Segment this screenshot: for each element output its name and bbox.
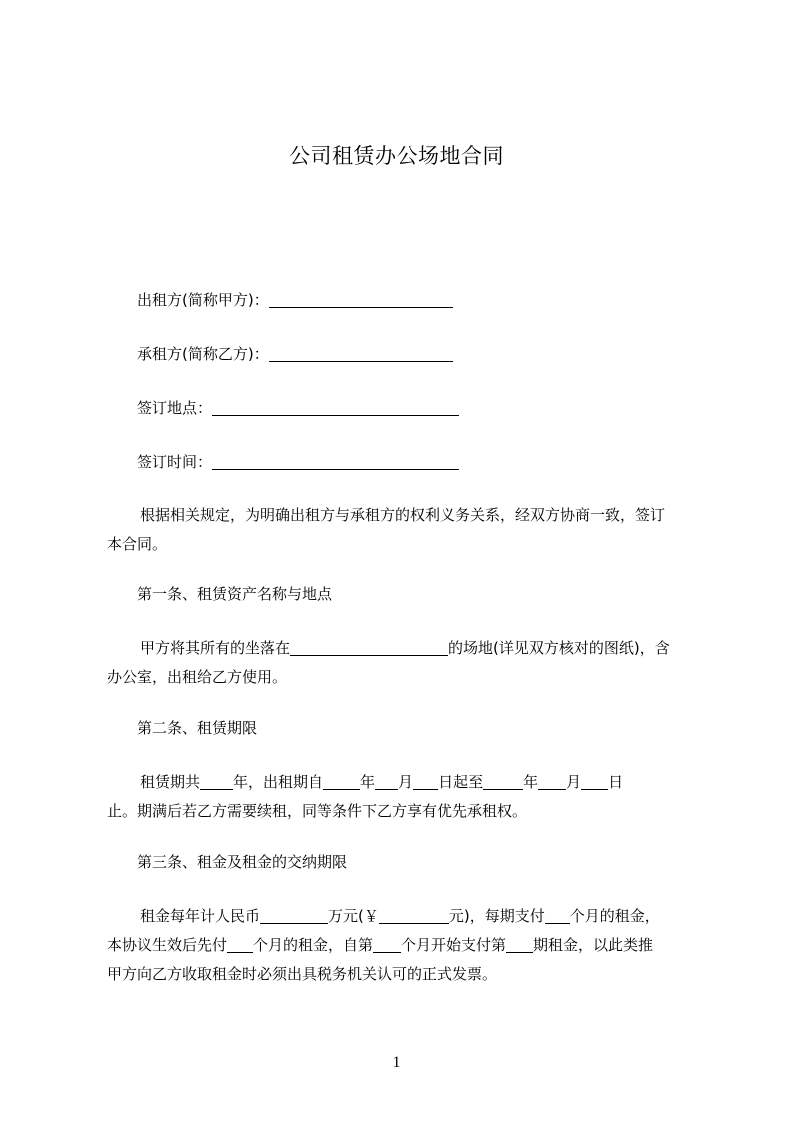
article-2-text-h: 日 [608, 773, 624, 791]
article-3-text-f: 个月的租金，自第 [253, 936, 374, 954]
start-month-blank [375, 773, 398, 790]
article-3-text-c: 元)，每期支付 [448, 907, 545, 925]
sign-place-field [107, 392, 737, 424]
article-2-text-a: 租赁期共 [140, 773, 201, 791]
lessor-blank [269, 291, 453, 308]
term-years-blank [200, 773, 233, 790]
lessee-label: 承租方(简称乙方)： [137, 345, 269, 363]
article-3-text-e: 本协议生效后先付 [107, 936, 228, 954]
article-2-heading: 第二条、租赁期限 [137, 719, 258, 737]
article-3-heading: 第三条、租金及租金的交纳期限 [137, 853, 348, 871]
article-3-line-1 [107, 900, 740, 932]
article-2-text-f: 年 [523, 773, 539, 791]
article-3-text-a: 租金每年计人民币 [140, 907, 261, 925]
article-1-heading: 第一条、租赁资产名称与地点 [137, 585, 333, 603]
article-2-text-b: 年，出租期自 [233, 773, 324, 791]
annual-rent-blank [260, 907, 328, 924]
article-2-line-2: 止。期满后若乙方需要续租，同等条件下乙方享有优先承租权。 [107, 802, 528, 820]
article-3-text-d: 个月的租金， [569, 907, 660, 925]
article-2-text-c: 年 [360, 773, 376, 791]
article-3-line-3: 甲方向乙方收取租金时必须出具税务机关认可的正式发票。 [107, 965, 498, 983]
document-title: 公司租赁办公场地合同 [289, 144, 504, 168]
article-3-text-b: 万元(￥ [328, 907, 379, 925]
preamble-line-2: 本合同。 [107, 535, 168, 553]
rent-amount-blank [379, 907, 449, 924]
sign-place-blank [212, 399, 459, 416]
sign-time-field [107, 446, 737, 478]
article-3-line-2 [107, 929, 707, 961]
end-month-blank [538, 773, 566, 790]
article-2-text-d: 月 [398, 773, 414, 791]
lessor-field [107, 284, 737, 316]
preamble-line-1: 根据相关规定，为明确出租方与承租方的权利义务关系，经双方协商一致，签订 [140, 506, 666, 524]
start-day-blank [413, 773, 438, 790]
location-blank [290, 639, 448, 656]
end-year-blank [483, 773, 523, 790]
article-2-line-1 [107, 766, 740, 798]
prepaid-months-blank [227, 936, 253, 953]
period-number-blank [506, 936, 533, 953]
article-1-line-1 [107, 632, 740, 664]
article-1-text-a: 甲方将其所有的坐落在 [140, 639, 291, 657]
start-year-blank [323, 773, 360, 790]
article-2-text-e: 日起至 [438, 773, 484, 791]
months-per-period-blank [545, 907, 570, 924]
page-number: 1 [392, 1054, 401, 1071]
article-1-text-b: 的场地(详见双方核对的图纸)，含 [448, 639, 670, 657]
sign-time-label: 签订时间： [137, 453, 213, 471]
end-day-blank [581, 773, 608, 790]
article-3-text-g: 个月开始支付第 [401, 936, 507, 954]
lessee-blank [269, 345, 453, 362]
article-2-text-g: 月 [566, 773, 582, 791]
lessor-label: 出租方(简称甲方)： [137, 291, 269, 309]
article-3-text-h: 期租金，以此类推 [533, 936, 654, 954]
lessee-field [107, 338, 737, 370]
sign-place-label: 签订地点： [137, 399, 213, 417]
article-1-line-2: 办公室，出租给乙方使用。 [107, 668, 288, 686]
start-month-number-blank [373, 936, 401, 953]
sign-time-blank [212, 453, 459, 470]
